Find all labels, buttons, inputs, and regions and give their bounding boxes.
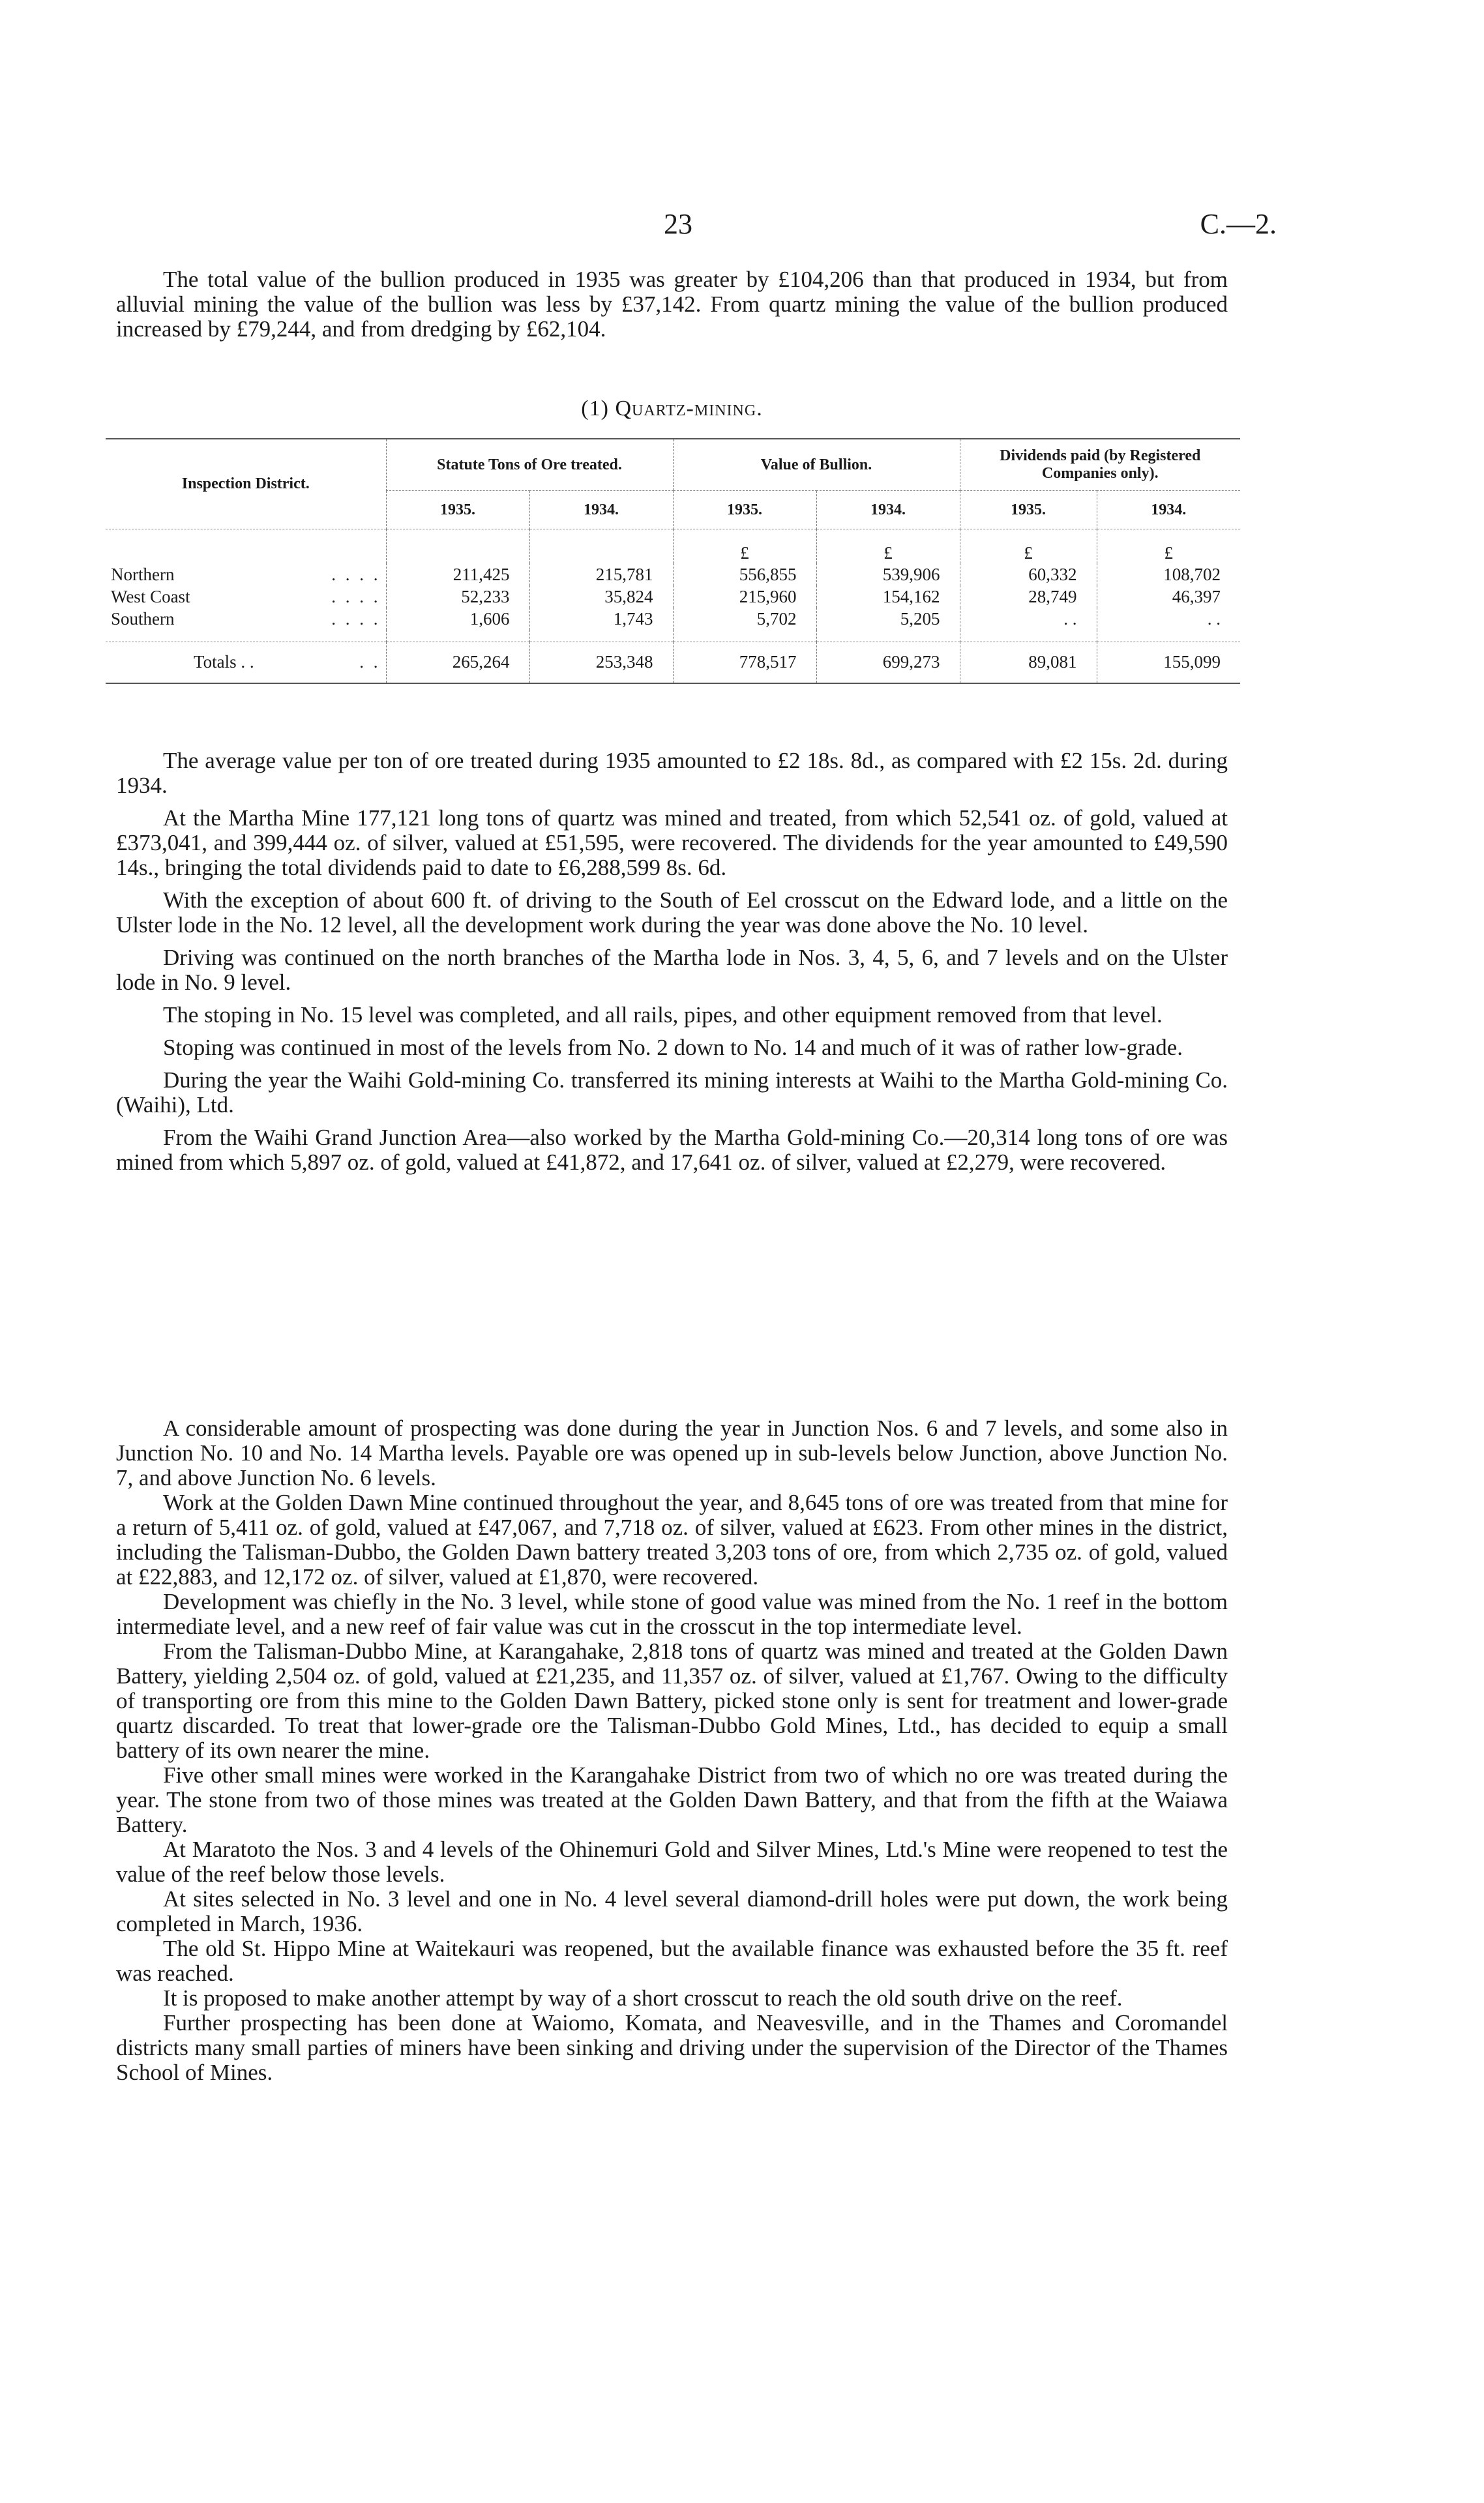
- header-tons-1934: 1934.: [529, 491, 673, 529]
- cell-value-1935: 5,702: [673, 608, 816, 630]
- body-paragraph: A considerable amount of prospecting was done during the year in Junction Nos. 6 and 7 levels, and some also in Junction No. 10 and No. 14 Martha levels. Payable ore was opened up in sub-levels below Junction, above Junction No. 7, and above Junction No. 6 levels.: [116, 1415, 1228, 1490]
- header-value-1935: 1935.: [673, 491, 816, 529]
- row-leader-dots: . . . .: [331, 608, 381, 629]
- cell-value-1935: 556,855: [673, 563, 816, 585]
- cell-tons-1934: 35,824: [529, 585, 673, 608]
- header-value-bullion: Value of Bullion.: [673, 439, 960, 491]
- body-paragraph: During the year the Waihi Gold-mining Co. transferred its mining interests at Waihi to the Martha Gold-mining Co. (Waihi), Ltd.: [116, 1067, 1228, 1118]
- body-paragraph: The old St. Hippo Mine at Waitekauri was reopened, but the available finance was exhausted before the 35 ft. reef was reached.: [116, 1936, 1228, 1986]
- body-paragraph: At the Martha Mine 177,121 long tons of quartz was mined and treated, from which 52,541 oz. of gold, valued at £373,041, and 399,444 oz. of silver, valued at £51,595, were recovered. The dividends for the year amounted to £49,590 14s., bringing the total dividends paid to date to £6,288,599 8s. 6d.: [116, 805, 1228, 880]
- section-title-prefix: (1): [581, 396, 616, 421]
- body-paragraph: Five other small mines were worked in the Karangahake District from two of which no ore was treated during the year. The stone from two of those mines was treated at the Golden Dawn Battery, and that from the fifth at the Waiawa Battery.: [116, 1762, 1228, 1837]
- cell-value-1934: 154,162: [816, 585, 960, 608]
- unit-pound-dividends-1934: £: [1097, 529, 1240, 564]
- intro-paragraph: The total value of the bullion produced in 1935 was greater by £104,206 than that produced in 1934, but from alluvial mining the value of the bullion was less by £37,142. From quartz mining the value of the bullion produced increased by £79,244, and from dredging by £62,104.: [116, 267, 1228, 342]
- body-paragraph: At sites selected in No. 3 level and one in No. 4 level several diamond-drill holes were put down, the work being completed in March, 1936.: [116, 1886, 1228, 1936]
- header-dividends-1934: 1934.: [1097, 491, 1240, 529]
- row-district: West Coast: [111, 586, 190, 606]
- total-dividends-1934: 155,099: [1097, 642, 1240, 683]
- unit-pound-value-1935: £: [673, 529, 816, 564]
- section-title-text: Quartz-mining.: [615, 396, 763, 421]
- document-reference: C.—2.: [1200, 208, 1277, 240]
- header-tons-1935: 1935.: [386, 491, 529, 529]
- table-row: [106, 585, 1240, 608]
- body-paragraph: It is proposed to make another attempt by way of a short crosscut to reach the old south drive on the reef.: [163, 1985, 1123, 2011]
- body-paragraph: Stoping was continued in most of the levels from No. 2 down to No. 14 and much of it was of rather low-grade.: [163, 1035, 1183, 1060]
- cell-dividends-1935: 60,332: [960, 563, 1097, 585]
- body-block-lower: [116, 1416, 1228, 2085]
- section-title: [116, 396, 1228, 421]
- cell-tons-1935: 1,606: [386, 608, 529, 630]
- body-paragraph: Further prospecting has been done at Waiomo, Komata, and Neavesville, and in the Thames and Coromandel districts many small parties of miners have been sinking and driving under the supervision of the Director of the Thames School of Mines.: [116, 2010, 1228, 2085]
- total-dividends-1935: 89,081: [960, 642, 1097, 683]
- body-paragraph: The average value per ton of ore treated during 1935 amounted to £2 18s. 8d., as compared with £2 15s. 2d. during 1934.: [116, 748, 1228, 798]
- cell-dividends-1935: 28,749: [960, 585, 1097, 608]
- body-paragraph: Development was chiefly in the No. 3 level, while stone of good value was mined from the No. 1 reef in the bottom intermediate level, and a new reef of fair value was cut in the crosscut in the top intermediate level.: [116, 1589, 1228, 1639]
- cell-value-1934: 539,906: [816, 563, 960, 585]
- quartz-mining-table: [106, 438, 1240, 684]
- cell-value-1934: 5,205: [816, 608, 960, 630]
- cell-tons-1935: 211,425: [386, 563, 529, 585]
- body-block-upper: [116, 748, 1228, 1183]
- row-leader-dots: . . . .: [331, 564, 381, 584]
- body-paragraph: The stoping in No. 15 level was completed, and all rails, pipes, and other equipment removed from that level.: [163, 1002, 1163, 1028]
- header-statute-tons: Statute Tons of Ore treated.: [386, 439, 673, 491]
- cell-tons-1934: 215,781: [529, 563, 673, 585]
- header-dividends-1935: 1935.: [960, 491, 1097, 529]
- totals-label: Totals . .: [194, 652, 254, 672]
- totals-leader-dots: . .: [359, 652, 381, 672]
- cell-dividends-1934: 46,397: [1097, 585, 1240, 608]
- total-value-1934: 699,273: [816, 642, 960, 683]
- body-paragraph: At Maratoto the Nos. 3 and 4 levels of the Ohinemuri Gold and Silver Mines, Ltd.'s Mine were reopened to test the value of the reef below those levels.: [116, 1837, 1228, 1887]
- table-row: [106, 563, 1240, 585]
- header-value-1934: 1934.: [816, 491, 960, 529]
- cell-dividends-1934: . .: [1097, 608, 1240, 630]
- unit-pound-dividends-1935: £: [960, 529, 1097, 564]
- cell-dividends-1934: 108,702: [1097, 563, 1240, 585]
- cell-value-1935: 215,960: [673, 585, 816, 608]
- row-district: Northern: [111, 564, 175, 584]
- total-value-1935: 778,517: [673, 642, 816, 683]
- body-paragraph: Driving was continued on the north branches of the Martha lode in Nos. 3, 4, 5, 6, and 7 levels and on the Ulster lode in No. 9 level.: [116, 945, 1228, 995]
- header-dividends: Dividends paid (by Registered Companies only).: [960, 439, 1240, 491]
- body-paragraph: From the Waihi Grand Junction Area—also worked by the Martha Gold-mining Co.—20,314 long tons of ore was mined from which 5,897 oz. of gold, valued at £41,872, and 17,641 oz. of silver, valued at £2,279, were recovered.: [116, 1125, 1228, 1175]
- body-paragraph: Work at the Golden Dawn Mine continued throughout the year, and 8,645 tons of ore was treated from that mine for a return of 5,411 oz. of gold, valued at £47,067, and 7,718 oz. of silver, valued at £623. From other mines in the district, including the Talisman-Dubbo, the Golden Dawn battery treated 3,203 tons of ore, from which 2,735 oz. of gold, valued at £22,883, and 12,172 oz. of silver, valued at £1,870, were recovered.: [116, 1490, 1228, 1590]
- unit-pound-value-1934: £: [816, 529, 960, 564]
- totals-row: [106, 642, 1240, 683]
- row-district: Southern: [111, 608, 175, 629]
- total-tons-1935: 265,264: [386, 642, 529, 683]
- table-row: [106, 608, 1240, 630]
- intro-block: [116, 267, 1228, 349]
- page-number: 23: [664, 208, 692, 240]
- body-paragraph: With the exception of about 600 ft. of driving to the South of Eel crosscut on the Edward lode, and a little on the Ulster lode in the No. 12 level, all the development work during the year was done above the No. 10 level.: [116, 887, 1228, 938]
- cell-tons-1935: 52,233: [386, 585, 529, 608]
- row-leader-dots: . . . .: [331, 586, 381, 606]
- body-paragraph: From the Talisman-Dubbo Mine, at Karangahake, 2,818 tons of quartz was mined and treated at the Golden Dawn Battery, yielding 2,504 oz. of gold, valued at £21,235, and 11,357 oz. of silver, valued at £1,767. Owing to the difficulty of transporting ore from this mine to the Golden Dawn Battery, picked stone only is sent for treatment and lower-grade quartz discarded. To treat that lower-grade ore the Talisman-Dubbo Gold Mines, Ltd., has decided to equip a small battery of its own nearer the mine.: [116, 1638, 1228, 1763]
- total-tons-1934: 253,348: [529, 642, 673, 683]
- header-district: Inspection District.: [181, 475, 310, 492]
- cell-dividends-1935: . .: [960, 608, 1097, 630]
- cell-tons-1934: 1,743: [529, 608, 673, 630]
